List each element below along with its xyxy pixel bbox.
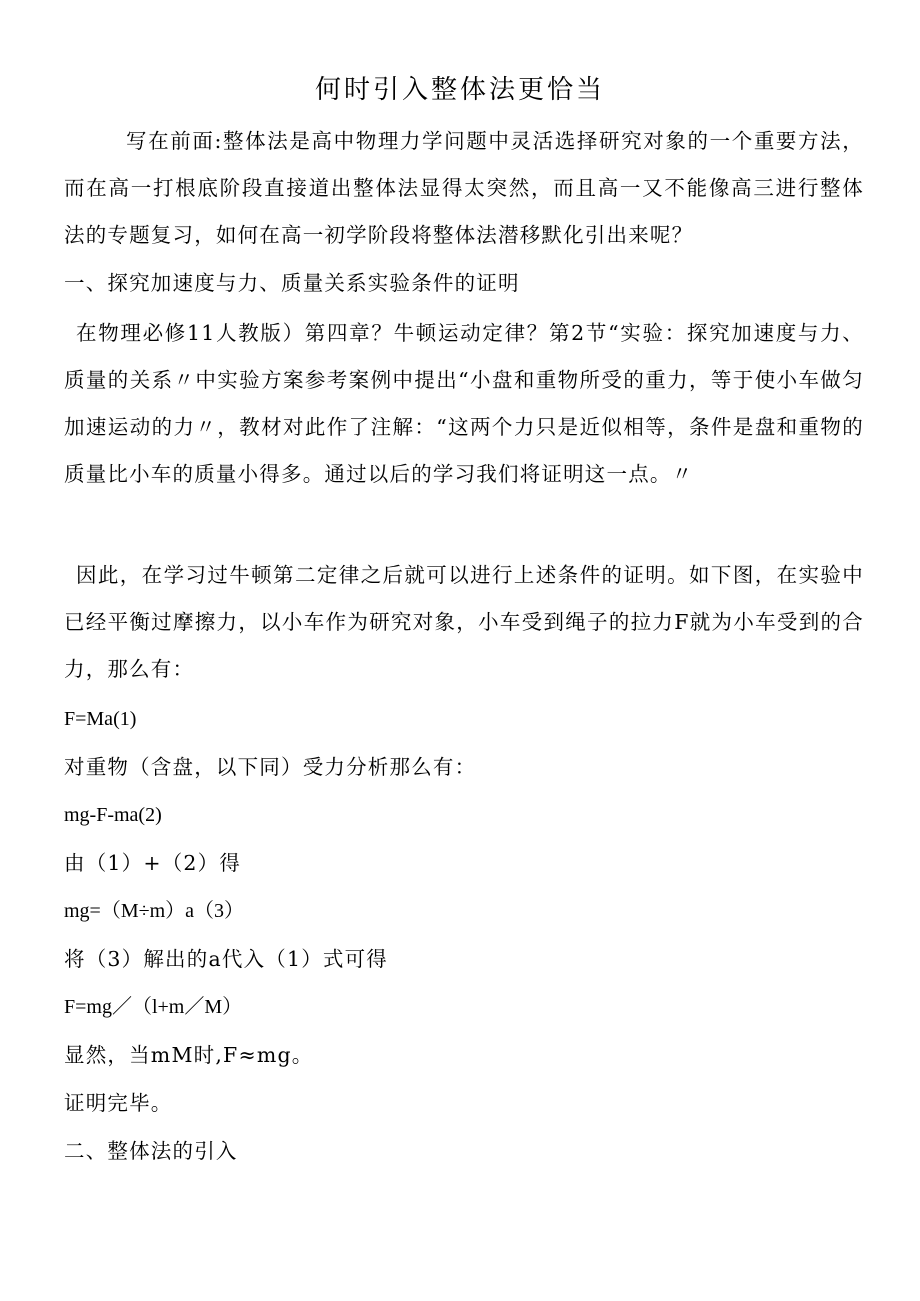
substitute-line: 将（3）解出的a代入（1）式可得 [64, 947, 389, 971]
equation-3: mg=（M÷m）a（3） [64, 900, 245, 922]
paragraph-proof-setup: 因此，在学习过牛顿第二定律之后就可以进行上述条件的证明。如下图，在实验中已经平衡过摩擦力，以小车作为研究对象，小车受到绳子的拉力F就为小车受到的合力，那么有： [64, 563, 864, 681]
section-1-heading: 一、探究加速度与力、质量关系实验条件的证明 [64, 271, 520, 295]
equation-4: F=mg／（l+m／M） [64, 996, 243, 1018]
document-title: 何时引入整体法更恰当 [314, 75, 605, 105]
equation-2: mg-F-ma(2) [64, 804, 162, 826]
paragraph-experiment-condition: 在物理必修11人教版）第四章？牛顿运动定律？第2节“实验：探究加速度与力、质量的关系〃中实验方案参考案例中提出“小盘和重物所受的重力，等于使小车做匀加速运动的力〃，教材对此作了注解：“这两个力只是近似相等，条件是盘和重物的质量比小车的质量小得多。通过以后的学习我们将证明这一点。〃 [64, 321, 864, 486]
section-2-heading: 二、整体法的引入 [64, 1139, 238, 1163]
intro-paragraph: 写在前面:整体法是高中物理力学问题中灵活选择研究对象的一个重要方法，而在高一打根底阶段直接道出整体法显得太突然，而且高一又不能像高三进行整体法的专题复习，如何在高一初学阶段将整体法潜移默化引出来呢？ [64, 129, 864, 247]
equation-1: F=Ma(1) [64, 708, 137, 730]
proof-complete-line: 证明完毕。 [64, 1091, 173, 1115]
add-equations-line: 由（1）+（2）得 [64, 851, 242, 875]
force-analysis-line: 对重物（含盘，以下同）受力分析那么有： [64, 755, 477, 779]
conclusion-line: 显然，当mM时,F≈mg。 [64, 1043, 314, 1067]
